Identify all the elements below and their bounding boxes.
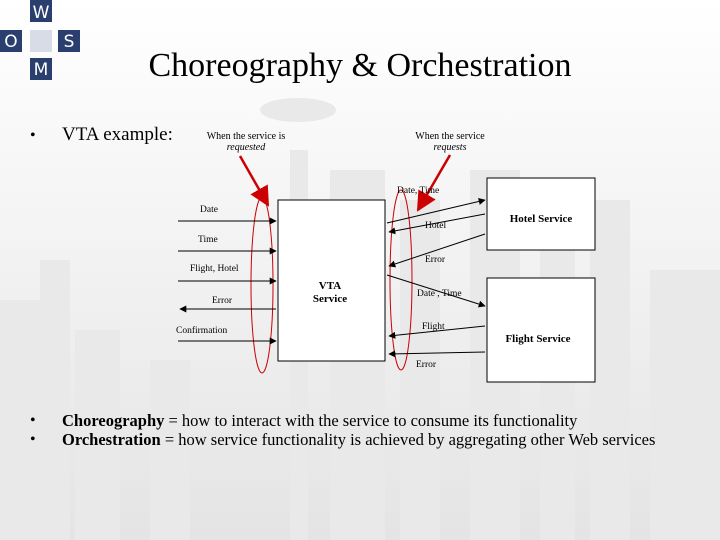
- term-orchestration: Orchestration: [62, 430, 161, 449]
- label-time: Time: [198, 235, 218, 245]
- vta-service-line2: Service: [312, 293, 348, 305]
- ellipse-client-interface: [251, 197, 273, 373]
- flight-service-label: Flight Service: [505, 333, 571, 345]
- vta-service-line1: VTA: [318, 280, 342, 292]
- label-date: Date: [200, 205, 218, 215]
- arrow-error-flight: [389, 352, 485, 354]
- label-date-time-hotel: Date, Time: [397, 186, 440, 196]
- red-arrow-requests: [418, 155, 450, 210]
- label-error-hotel: Error: [425, 255, 446, 265]
- label-error-flight: Error: [416, 360, 437, 370]
- label-error-left: Error: [212, 296, 233, 306]
- note-requested-line1: When the service is: [206, 131, 286, 142]
- definitions-list: [62, 411, 682, 449]
- term-choreography: Choreography: [62, 411, 165, 430]
- ellipse-partner-interface: [390, 190, 412, 370]
- note-requests-line1: When the service: [415, 131, 485, 142]
- vta-example-label: VTA example:: [62, 124, 173, 145]
- label-flight-hotel: Flight, Hotel: [190, 264, 239, 274]
- note-requested-line2: requested: [226, 142, 266, 153]
- hotel-service-label: Hotel Service: [509, 213, 573, 225]
- svg-text:S: S: [63, 32, 75, 52]
- label-flight: Flight: [422, 322, 445, 332]
- note-requests-line2: requests: [433, 142, 467, 153]
- definition-choreography: [62, 411, 682, 430]
- bullet-marker: •: [30, 431, 36, 448]
- label-date-time-flight: Date , Time: [417, 289, 462, 299]
- svg-text:O: O: [4, 32, 18, 52]
- label-hotel: Hotel: [425, 221, 447, 231]
- flight-service-box: [487, 278, 595, 382]
- svg-text:M: M: [33, 60, 49, 80]
- definition-choreography-text: = how to interact with the service to consume its functionality: [164, 411, 578, 430]
- bullet-marker: •: [30, 412, 36, 429]
- slide-title: Choreography & Orchestration: [148, 47, 572, 84]
- svg-text:W: W: [32, 3, 50, 23]
- definition-orchestration-text: = how service functionality is achieved by aggregating other Web services: [160, 430, 656, 449]
- arrow-date-time-hotel: [387, 200, 485, 223]
- definition-orchestration: [62, 430, 682, 449]
- bullet-marker: •: [30, 127, 36, 144]
- vta-service-label: [298, 280, 362, 306]
- label-confirmation: Confirmation: [176, 326, 228, 336]
